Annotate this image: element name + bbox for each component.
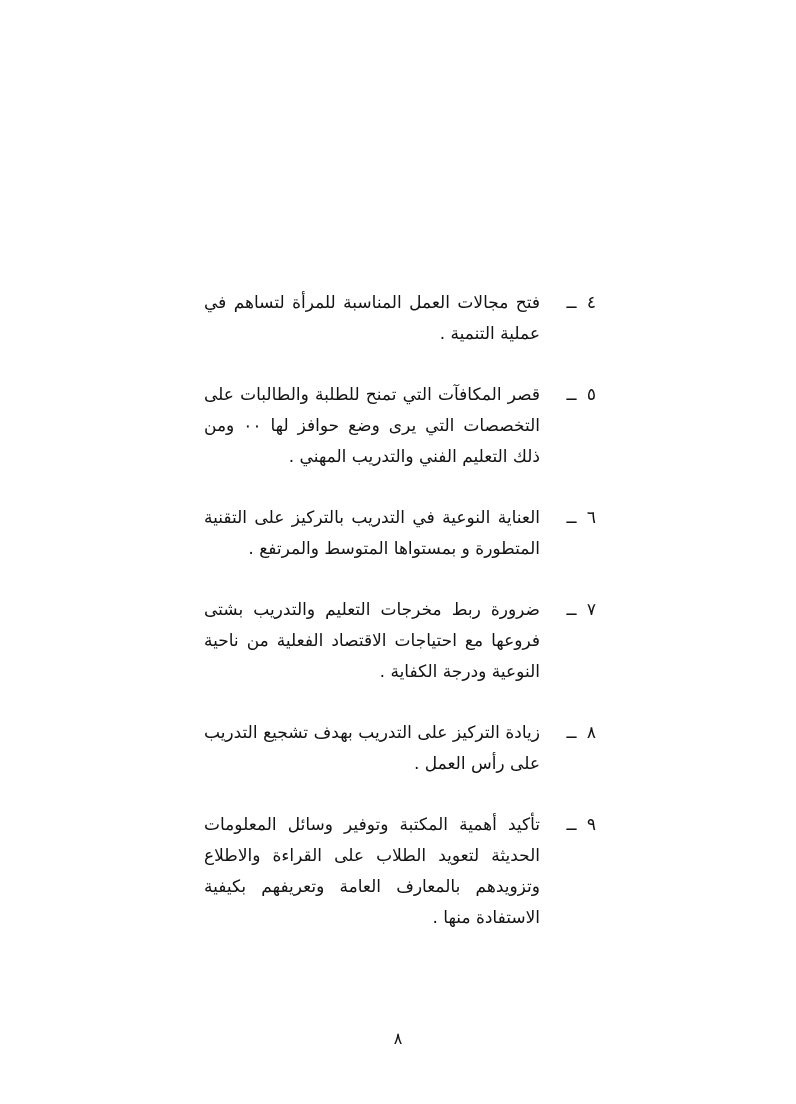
item-number-group <box>540 810 596 934</box>
item-text: زيادة التركيز على التدريب بهدف تشجيع التدريب على رأس العمل . <box>204 723 540 774</box>
item-text: ضرورة ربط مخرجات التعليم والتدريب بشتى فروعها مع احتياجات الاقتصاد الفعلية من ناحية النوعية ودرجة الكفاية . <box>204 600 540 682</box>
numbered-list <box>204 288 596 964</box>
item-number-group <box>540 595 596 688</box>
item-text: قصر المكافآت التي تمنح للطلبة والطالبات على التخصصات التي يرى وضع حوافز لها ٠٠ ومن ذلك التعليم الفني والتدريب المهني . <box>204 385 540 467</box>
item-number: ٥ <box>586 385 596 405</box>
item-dash: ــ <box>566 815 577 835</box>
list-item <box>204 503 596 565</box>
item-dash: ــ <box>566 723 577 743</box>
list-item <box>204 380 596 473</box>
item-dash: ــ <box>566 293 577 313</box>
item-number-group <box>540 380 596 473</box>
item-number: ٨ <box>586 723 596 743</box>
item-text: تأكيد أهمية المكتبة وتوفير وسائل المعلومات الحديثة لتعويد الطلاب على القراءة والاطلاع وتزويدهم بالمعارف العامة وتعريفهم بكيفية الاستفادة منها . <box>204 815 540 928</box>
item-number-group <box>540 718 596 780</box>
item-dash: ــ <box>566 600 577 620</box>
list-item <box>204 718 596 780</box>
item-number: ٤ <box>586 293 596 313</box>
item-text: فتح مجالات العمل المناسبة للمرأة لتساهم في عملية التنمية . <box>204 293 540 344</box>
item-number: ٩ <box>586 815 596 835</box>
item-number: ٦ <box>586 508 596 528</box>
item-number-group <box>540 288 596 350</box>
item-text: العناية النوعية في التدريب بالتركيز على التقنية المتطورة و بمستواها المتوسط والمرتفع . <box>204 508 540 559</box>
item-number-group <box>540 503 596 565</box>
item-number: ٧ <box>586 600 596 620</box>
list-item <box>204 810 596 934</box>
item-dash: ــ <box>566 508 577 528</box>
list-item <box>204 595 596 688</box>
list-item <box>204 288 596 350</box>
item-dash: ــ <box>566 385 577 405</box>
page-number: ٨ <box>393 1029 403 1048</box>
